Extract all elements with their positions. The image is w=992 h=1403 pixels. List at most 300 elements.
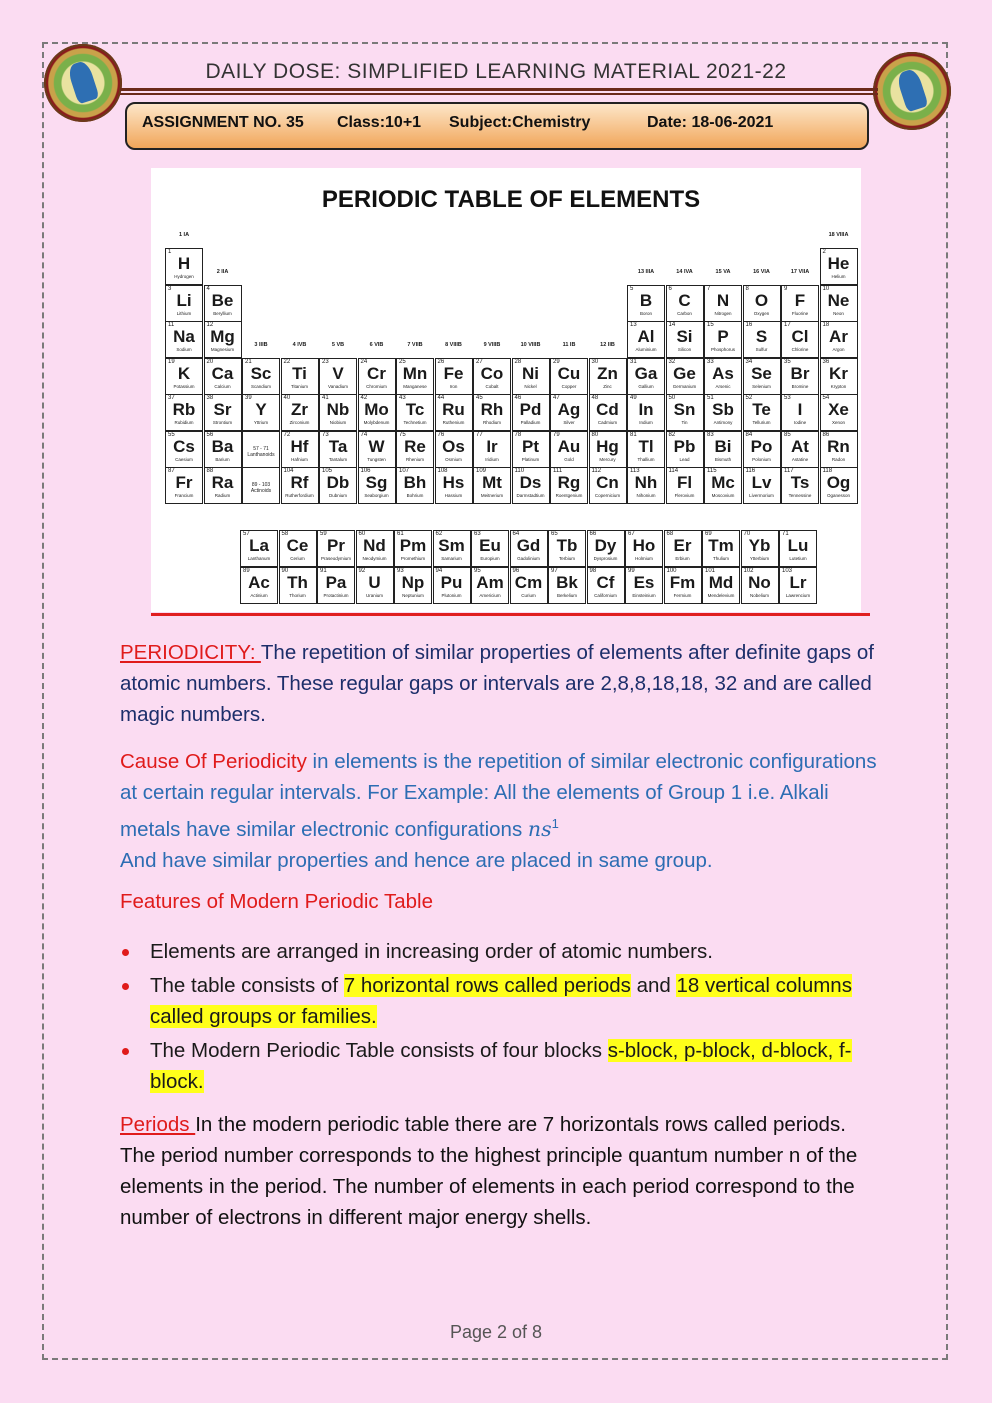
bullet-icon — [122, 949, 129, 956]
element-og — [820, 467, 858, 504]
element-symbol: Yb — [748, 536, 771, 555]
figure-underline — [151, 613, 870, 616]
element-tm — [702, 530, 740, 567]
element-po — [743, 431, 781, 468]
element-rn — [820, 431, 858, 468]
element-symbol: Mg — [210, 327, 235, 346]
cause-text: in elements is the repetition of similar electronic configurations at certain regular intervals. For Example: All the elements of Group 1 i.e. Alkali metals have similar electronic configurations — [120, 750, 877, 841]
atomic-number: 10 — [822, 285, 830, 292]
atomic-number: 76 — [437, 431, 445, 438]
atomic-number: 15 — [707, 322, 714, 328]
assignment-banner — [125, 102, 869, 150]
atomic-number: 11 — [168, 322, 175, 328]
element-name: Potassium — [173, 383, 195, 389]
group-label: 3 IIIB — [254, 341, 268, 348]
atomic-number: 17 — [784, 322, 791, 328]
element-symbol: Li — [176, 290, 192, 310]
atomic-number: 23 — [322, 358, 329, 365]
atomic-number: 107 — [399, 468, 410, 474]
element-name: Polonium — [752, 456, 771, 462]
element-symbol: Sc — [250, 363, 272, 383]
element-f — [781, 285, 819, 322]
element-gd — [510, 530, 548, 567]
element-name: Tantalum — [328, 456, 348, 462]
periods-paragraph — [120, 1109, 880, 1233]
element-ta — [319, 431, 357, 468]
element-name: Krypton — [830, 383, 847, 389]
atomic-number: 96 — [512, 568, 520, 574]
group-label: 1 IA — [178, 232, 190, 238]
element-c — [666, 285, 704, 322]
element-symbol: Rg — [557, 473, 581, 492]
element-name: Phosphorus — [710, 347, 736, 352]
element-db — [319, 467, 357, 504]
atomic-number: 64 — [512, 531, 520, 537]
element-symbol: Hf — [290, 436, 309, 456]
element-name: Magnesium — [210, 347, 235, 352]
atomic-number: 111 — [553, 468, 563, 474]
periodicity-term: PERIODICITY: — [120, 641, 261, 664]
element-symbol: Co — [480, 363, 504, 383]
element-name: Gold — [564, 456, 574, 462]
element-symbol: F — [794, 290, 806, 310]
atomic-number: 52 — [745, 395, 753, 401]
element-pu — [433, 567, 471, 604]
element-symbol: H — [177, 254, 191, 273]
element-symbol: Xe — [828, 400, 849, 419]
element-mc — [704, 467, 742, 504]
atomic-number: 25 — [399, 358, 406, 365]
element-name: Copper — [561, 383, 577, 389]
element-symbol: Pm — [399, 536, 427, 555]
list-item — [118, 970, 878, 1032]
element-symbol: Nh — [634, 473, 658, 492]
atomic-number: 50 — [668, 395, 676, 401]
element-pb — [666, 431, 704, 468]
group-label: 10 VIIIB — [520, 341, 541, 348]
element-symbol: Zn — [597, 363, 618, 383]
atomic-number: 80 — [591, 431, 599, 438]
atomic-number: 51 — [707, 395, 714, 401]
class-label: Class:10+1 — [337, 114, 422, 131]
atomic-number: 43 — [399, 395, 406, 401]
atomic-number: 78 — [514, 431, 522, 438]
element-symbol: Pa — [325, 573, 347, 592]
element-symbol: Ce — [286, 536, 309, 555]
date-label: Date: 18-06-2021 — [647, 114, 774, 131]
element-na — [165, 321, 203, 358]
atomic-number: 30 — [591, 358, 599, 365]
element-name: Sulfur — [755, 347, 768, 352]
element-pm — [394, 530, 432, 567]
atomic-number: 66 — [589, 531, 597, 537]
element-symbol: Ni — [522, 363, 539, 383]
element-symbol: Ba — [211, 436, 234, 456]
element-name: Protactinium — [323, 593, 349, 598]
element-symbol: Tl — [638, 436, 654, 456]
element-symbol: He — [827, 254, 850, 273]
element-name: Niobium — [329, 420, 347, 425]
element-symbol: Cl — [791, 327, 809, 346]
element-pr — [317, 530, 355, 567]
atomic-number: 13 — [630, 322, 637, 328]
element-si — [666, 321, 704, 358]
element-bh — [396, 467, 434, 504]
element-name: Radium — [214, 493, 231, 498]
element-pt — [512, 431, 550, 468]
atomic-number: 8 — [745, 285, 749, 292]
element-os — [435, 431, 473, 468]
element-name: Beryllium — [213, 310, 232, 316]
element-name: Zinc — [603, 383, 612, 389]
element-name: Mendelevium — [707, 593, 735, 598]
element-symbol: At — [791, 436, 809, 456]
element-name: Lithium — [176, 310, 192, 316]
element-pd — [512, 394, 550, 431]
atomic-number: 104 — [283, 468, 294, 474]
element-name: Europium — [480, 556, 500, 561]
element-name: Argon — [832, 347, 845, 352]
atomic-number: 19 — [168, 358, 175, 365]
element-name: Indium — [639, 420, 653, 425]
element-es — [625, 567, 663, 604]
element-symbol: B — [639, 290, 653, 310]
element-symbol: U — [368, 573, 381, 592]
element-symbol: Ds — [519, 473, 542, 492]
element-symbol: Os — [442, 436, 465, 456]
atomic-number: 41 — [322, 395, 329, 401]
element-name: Aluminium — [635, 347, 657, 352]
atomic-number: 79 — [553, 431, 560, 438]
element-name: Thorium — [289, 593, 306, 598]
atomic-number: 31 — [630, 358, 637, 365]
element-symbol: Cr — [367, 363, 386, 383]
atomic-number: 24 — [360, 358, 368, 365]
element-hg — [589, 431, 627, 468]
element-ho — [625, 530, 663, 567]
element-name: Lead — [679, 456, 690, 462]
actinoids-placeholder — [242, 467, 280, 504]
element-name: Calcium — [214, 383, 231, 389]
element-symbol: Al — [637, 327, 655, 346]
element-sb — [704, 394, 742, 431]
element-symbol: Sr — [213, 400, 232, 419]
series-label: 89 - 103 Actinoids — [250, 482, 272, 494]
atomic-number: 28 — [514, 358, 522, 365]
element-ne — [820, 285, 858, 322]
element-symbol: Cf — [596, 573, 615, 592]
element-nh — [627, 467, 665, 504]
element-name: Americium — [479, 593, 501, 598]
element-cu — [550, 358, 588, 395]
element-symbol: Ts — [790, 473, 810, 492]
periodic-table-figure — [151, 168, 861, 612]
element-name: Fluorine — [791, 310, 809, 316]
element-symbol: Hs — [442, 473, 465, 492]
atomic-number: 118 — [822, 468, 833, 474]
atomic-number: 3 — [168, 285, 172, 292]
element-name: Oxygen — [753, 310, 770, 316]
element-name: Dysprosium — [593, 556, 618, 561]
element-symbol: Si — [676, 327, 693, 346]
feature-2-highlight-1: 7 horizontal rows called periods — [343, 974, 631, 997]
element-au — [550, 431, 588, 468]
element-ds — [512, 467, 550, 504]
element-name: Rutherfordium — [285, 493, 314, 498]
atomic-number: 97 — [551, 568, 558, 574]
element-sr — [204, 394, 242, 431]
element-la — [240, 530, 278, 567]
group-label: 2 IIA — [216, 268, 229, 275]
element-name: Osmium — [445, 456, 462, 462]
element-ts — [781, 467, 819, 504]
element-name: Erbium — [675, 556, 690, 561]
atomic-number: 99 — [628, 568, 635, 574]
element-name: Palladium — [520, 420, 541, 425]
atomic-number: 36 — [822, 358, 830, 365]
element-name: Boron — [639, 310, 652, 316]
element-sg — [358, 467, 396, 504]
atomic-number: 54 — [822, 395, 830, 401]
group-label: 4 IVB — [292, 341, 307, 348]
element-symbol: Eu — [479, 536, 501, 555]
atomic-number: 62 — [435, 531, 443, 537]
atomic-number: 6 — [668, 285, 672, 292]
subject-label: Subject:Chemistry — [449, 114, 591, 131]
atomic-number: 108 — [437, 468, 448, 474]
element-symbol: Au — [557, 436, 581, 456]
element-name: Rhenium — [405, 456, 424, 462]
element-name: Curium — [521, 593, 536, 598]
element-name: Molybdenum — [363, 420, 390, 425]
element-symbol: Bh — [403, 473, 427, 492]
element-symbol: N — [716, 290, 730, 310]
feature-2-mid: and — [630, 974, 677, 997]
element-sm — [433, 530, 471, 567]
element-xe — [820, 394, 858, 431]
atomic-number: 29 — [553, 358, 560, 365]
element-symbol: Fl — [676, 473, 693, 492]
atomic-number: 72 — [283, 431, 291, 438]
element-name: Neodymium — [362, 556, 387, 561]
element-bi — [704, 431, 742, 468]
atomic-number: 46 — [514, 395, 522, 401]
element-symbol: Am — [476, 573, 504, 592]
element-name: Neptunium — [402, 593, 424, 598]
atomic-number: 37 — [168, 395, 175, 401]
element-ni — [512, 358, 550, 395]
atomic-number: 82 — [668, 431, 676, 438]
group-label: 8 VIIIB — [445, 341, 462, 348]
element-name: Lawrencium — [785, 593, 811, 598]
element-symbol: As — [712, 363, 734, 383]
atomic-number: 21 — [245, 358, 252, 365]
element-name: Neon — [833, 310, 844, 316]
bullet-icon — [122, 1048, 129, 1055]
element-name: Uranium — [365, 593, 383, 598]
element-symbol: Ne — [827, 290, 850, 310]
element-name: Meitnerium — [480, 493, 504, 498]
atomic-number: 44 — [437, 395, 445, 401]
element-name: Thulium — [712, 556, 729, 561]
element-yb — [741, 530, 779, 567]
atomic-number: 1 — [168, 249, 172, 255]
atomic-number: 100 — [666, 568, 677, 574]
element-name: Rhodium — [482, 420, 501, 425]
element-p — [704, 321, 742, 358]
element-co — [473, 358, 511, 395]
element-symbol: Nb — [326, 400, 350, 419]
atomic-number: 42 — [360, 395, 368, 401]
element-s — [743, 321, 781, 358]
element-se — [743, 358, 781, 395]
atomic-number: 59 — [320, 531, 327, 537]
atomic-number: 113 — [630, 468, 640, 474]
element-symbol: Ho — [632, 536, 656, 555]
element-lr — [779, 567, 817, 604]
element-name: Dubnium — [328, 493, 347, 498]
element-symbol: Cs — [173, 436, 195, 456]
element-mt — [473, 467, 511, 504]
element-name: Germanium — [672, 383, 697, 389]
element-np — [394, 567, 432, 604]
atomic-number: 81 — [630, 431, 637, 438]
atomic-number: 33 — [707, 358, 714, 365]
element-name: Yttrium — [253, 420, 269, 425]
element-he — [820, 248, 858, 285]
element-name: Barium — [215, 456, 230, 462]
element-fl — [666, 467, 704, 504]
element-nb — [319, 394, 357, 431]
element-name: Cadmium — [597, 420, 618, 425]
element-symbol: Rf — [290, 473, 309, 492]
feature-2-pre: The table consists of — [150, 974, 344, 997]
atomic-number: 61 — [397, 531, 404, 537]
element-symbol: Gd — [516, 536, 541, 555]
element-symbol: Na — [173, 327, 195, 346]
atomic-number: 2 — [822, 249, 826, 255]
bullet-icon — [122, 983, 129, 990]
element-name: Gallium — [638, 383, 654, 389]
element-ag — [550, 394, 588, 431]
element-te — [743, 394, 781, 431]
element-symbol: Db — [326, 473, 350, 492]
element-nd — [356, 530, 394, 567]
feature-1: Elements are arranged in increasing order of atomic numbers. — [150, 940, 713, 963]
atomic-number: 48 — [591, 395, 599, 401]
atomic-number: 60 — [358, 531, 366, 537]
group-label: 6 VIB — [369, 341, 384, 348]
atomic-number: 70 — [743, 531, 751, 537]
element-er — [664, 530, 702, 567]
feature-2-highlight-2: 18 vertical columns called groups or families. — [150, 974, 852, 1028]
element-lu — [779, 530, 817, 567]
atomic-number: 117 — [784, 468, 794, 474]
atomic-number: 38 — [206, 395, 214, 401]
element-k — [165, 358, 203, 395]
element-symbol: Rh — [480, 400, 504, 419]
element-name: Bohrium — [406, 493, 424, 498]
element-symbol: O — [754, 290, 769, 310]
element-name: Astatine — [791, 456, 809, 462]
element-ga — [627, 358, 665, 395]
element-al — [627, 321, 665, 358]
element-name: Nobelium — [749, 593, 769, 598]
atomic-number: 85 — [784, 431, 791, 438]
element-symbol: Md — [708, 573, 734, 592]
element-symbol: Ag — [557, 400, 581, 419]
element-name: Seaborgium — [364, 493, 389, 498]
atomic-number: 58 — [281, 531, 289, 537]
element-symbol: Y — [255, 400, 267, 419]
element-symbol: La — [249, 536, 269, 555]
element-tb — [548, 530, 586, 567]
atomic-number: 39 — [245, 395, 252, 401]
element-ac — [240, 567, 278, 604]
group-label: 12 IIB — [600, 341, 615, 348]
element-name: Platinum — [521, 456, 540, 462]
atomic-number: 57 — [243, 531, 250, 537]
atomic-number: 92 — [358, 568, 366, 574]
periods-term: Periods — [120, 1113, 196, 1136]
series-label: 57 - 71 Lanthanoids — [247, 445, 275, 458]
element-fe — [435, 358, 473, 395]
element-name: Carbon — [677, 310, 692, 316]
element-ca — [204, 358, 242, 395]
element-symbol: Tc — [405, 400, 425, 419]
element-name: Livermorium — [749, 493, 774, 498]
group-label: 16 VIA — [753, 268, 770, 275]
element-name: Mercury — [599, 456, 616, 462]
element-w — [358, 431, 396, 468]
element-name: Nickel — [524, 383, 537, 389]
atomic-number: 94 — [435, 568, 443, 574]
atomic-number: 98 — [589, 568, 597, 574]
atomic-number: 26 — [437, 358, 445, 365]
element-sn — [666, 394, 704, 431]
atomic-number: 49 — [630, 395, 637, 401]
group-label: 15 VA — [715, 268, 731, 275]
element-name: Iodine — [793, 420, 807, 425]
cause-text-2: And have similar properties and hence are placed in same group. — [120, 848, 713, 872]
element-symbol: Mc — [711, 473, 735, 492]
element-rf — [281, 467, 319, 504]
formula-ns: ns — [527, 816, 552, 841]
list-item — [118, 936, 878, 967]
element-symbol: V — [332, 363, 344, 383]
element-name: Tungsten — [367, 456, 386, 462]
element-dy — [587, 530, 625, 567]
element-name: Technetium — [403, 420, 427, 425]
element-hf — [281, 431, 319, 468]
element-name: Praseodymium — [320, 556, 351, 561]
element-br — [781, 358, 819, 395]
atomic-number: 69 — [705, 531, 712, 537]
element-name: Antimony — [713, 420, 733, 425]
element-n — [704, 285, 742, 322]
features-list — [118, 936, 878, 1100]
element-lv — [743, 467, 781, 504]
element-symbol: Tb — [556, 536, 578, 555]
atomic-number: 114 — [668, 468, 679, 474]
atomic-number: 67 — [628, 531, 635, 537]
element-in — [627, 394, 665, 431]
element-symbol: Br — [790, 363, 810, 383]
element-name: Copernicium — [594, 493, 621, 498]
element-cd — [589, 394, 627, 431]
element-bk — [548, 567, 586, 604]
header-title: DAILY DOSE: SIMPLIFIED LEARNING MATERIAL 2021-22 — [205, 60, 787, 83]
